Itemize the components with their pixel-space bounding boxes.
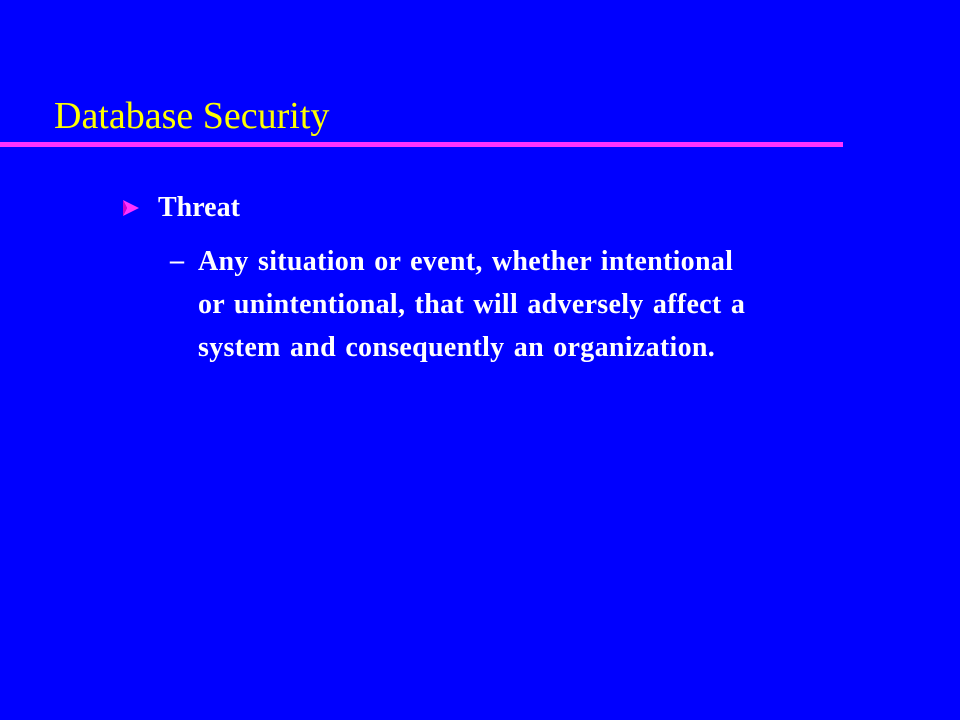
sub-bullet-item <box>170 240 910 369</box>
slide-title: Database Security <box>54 95 330 137</box>
sub-bullet-line: or unintentional, that will adversely affect a <box>198 289 746 320</box>
sub-bullet-line: Any situation or event, whether intentional <box>198 246 734 277</box>
bullet-item <box>120 188 240 228</box>
diamond-bullet-icon <box>120 197 142 219</box>
bullet-label: Threat <box>158 192 240 223</box>
sub-bullet-line: system and consequently an organization. <box>198 332 716 363</box>
title-underline-divider <box>0 142 843 147</box>
sub-bullet-dash: – <box>170 245 184 276</box>
sub-bullet-text <box>198 240 910 369</box>
